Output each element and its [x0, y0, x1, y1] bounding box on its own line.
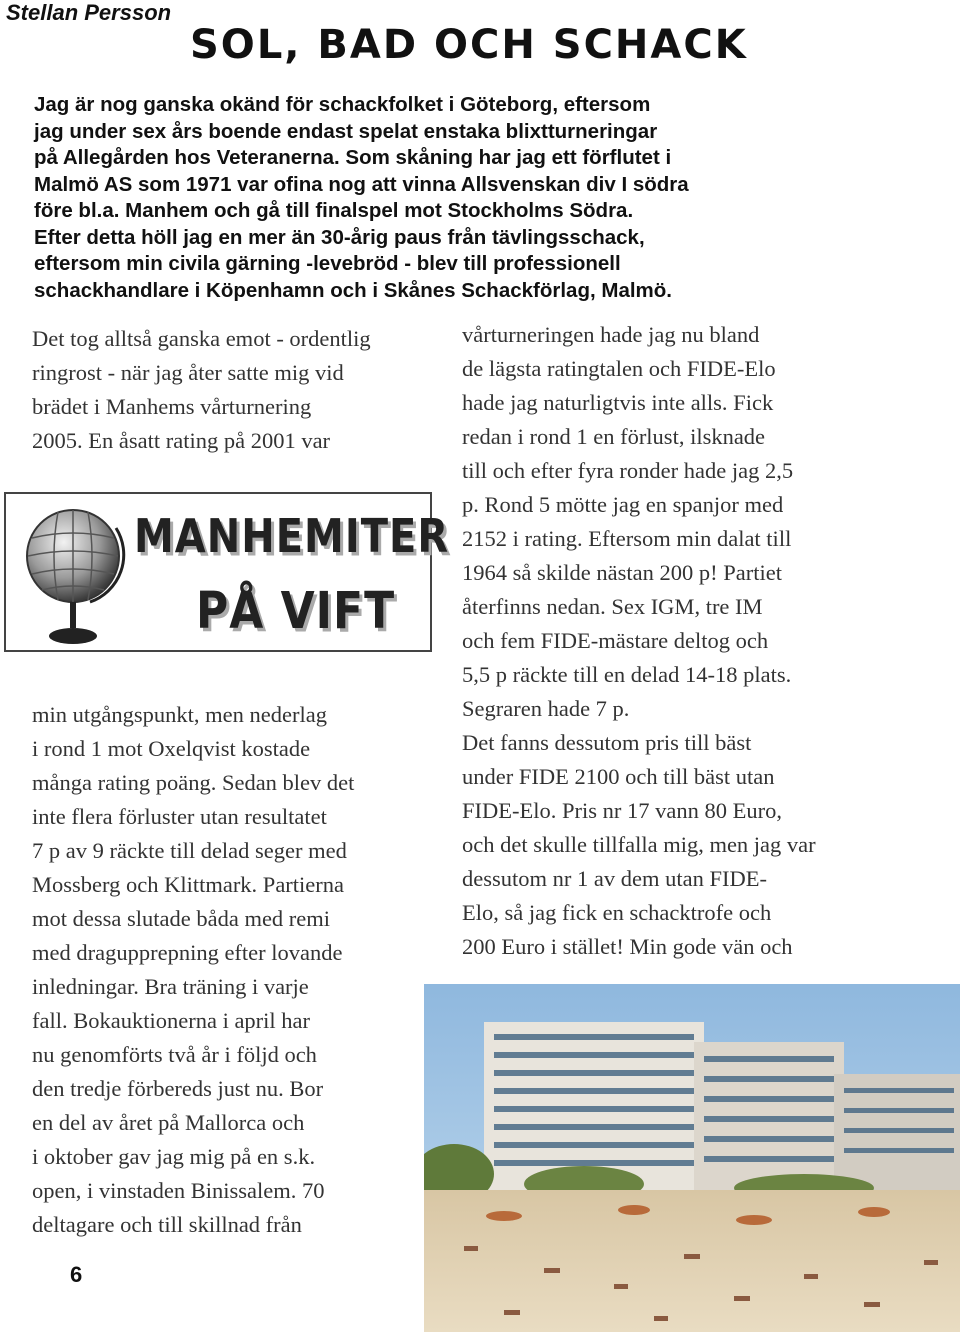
article-title: SOL, BAD OCH SCHACK [190, 22, 748, 68]
text-line: mot dessa slutade båda med remi [32, 906, 331, 931]
text-line: nu genomförts två år i följd och [32, 1042, 317, 1067]
text-line: 200 Euro i stället! Min gode vän och [462, 934, 793, 959]
text-line: en del av året på Mallorca och [32, 1110, 305, 1135]
text-line: inte flera förluster utan resultatet [32, 804, 327, 829]
text-line: Det tog alltså ganska emot - ordentlig [32, 326, 371, 351]
text-line: Segraren hade 7 p. [462, 696, 630, 721]
intro-line: jag under sex års boende endast spelat enstaka blixtturneringar [34, 119, 658, 143]
text-line: 1964 så skilde nästan 200 p! Partiet [462, 560, 782, 585]
text-line: open, i vinstaden Binissalem. 70 [32, 1178, 325, 1203]
text-line: de lägsta ratingtalen och FIDE-Elo [462, 356, 776, 381]
text-line: med dragupprepning efter lovande [32, 940, 343, 965]
intro-line: Jag är nog ganska okänd för schackfolket i Göteborg, eftersom [34, 93, 651, 116]
banner-line-1: MANHEMITER [134, 510, 450, 564]
left-column-middle [32, 698, 436, 970]
beach-hotel-photo [424, 984, 960, 1332]
text-line: FIDE-Elo. Pris nr 17 vann 80 Euro, [462, 798, 782, 823]
intro-line: Efter detta höll jag en mer än 30-årig paus från tävlingsschack, [34, 225, 645, 249]
text-line: många rating poäng. Sedan blev det [32, 770, 355, 795]
text-line: p. Rond 5 mötte jag en spanjor med [462, 492, 784, 517]
text-line: den tredje förbereds just nu. Bor [32, 1076, 324, 1101]
intro-line: på Allegården hos Veteranerna. Som skåning har jag ett förflutet i [34, 146, 672, 169]
intro-line: Malmö AS som 1971 var ofina nog att vinna Allsvenskan div I södra [34, 172, 689, 196]
banner-line-2: PÅ VIFT [196, 582, 396, 641]
text-line: vårturneringen hade jag nu bland [462, 322, 760, 347]
text-line: brädet i Manhems vårturnering [32, 394, 312, 419]
text-line: till och efter fyra ronder hade jag 2,5 [462, 458, 794, 483]
text-line: Mossberg och Klittmark. Partierna [32, 872, 345, 897]
text-line: i rond 1 mot Oxelqvist kostade [32, 736, 311, 761]
text-line: dessutom nr 1 av dem utan FIDE- [462, 866, 767, 891]
text-line: fall. Bokauktionerna i april har [32, 1008, 311, 1033]
beach-photo-image [424, 984, 960, 1332]
text-line: redan i rond 1 en förlust, ilsknade [462, 424, 766, 449]
text-line: 7 p av 9 räckte till delad seger med [32, 838, 347, 863]
text-line: Det fanns dessutom pris till bäst [462, 730, 752, 755]
author-name: Stellan Persson [6, 0, 172, 25]
text-line: 2152 i rating. Eftersom min dalat till [462, 526, 792, 551]
text-line: hade jag naturligtvis inte alls. Fick [462, 390, 774, 415]
page-number: 6 [70, 1262, 83, 1287]
intro-paragraph [34, 92, 870, 304]
intro-line: före bl.a. Manhem och gå till finalspel mot Stockholms Södra. [34, 199, 634, 222]
left-column-top [32, 322, 436, 458]
text-line: under FIDE 2100 och till bäst utan [462, 764, 775, 789]
text-line: och det skulle tillfalla mig, men jag var [462, 832, 816, 857]
text-line: inledningar. Bra träning i varje [32, 974, 309, 999]
text-line: min utgångspunkt, men nederlag [32, 702, 327, 727]
left-column-bottom [32, 970, 400, 1242]
globe-icon [20, 498, 126, 648]
text-line: ringrost - när jag åter satte mig vid [32, 360, 344, 385]
text-line: 2005. En åsatt rating på 2001 var [32, 428, 331, 453]
text-line: deltagare och till skillnad från [32, 1212, 302, 1237]
text-line: återfinns nedan. Sex IGM, tre IM [462, 594, 763, 619]
text-line: och fem FIDE-mästare deltog och [462, 628, 769, 653]
text-line: Elo, så jag fick en schacktrofe och [462, 900, 772, 925]
text-line: i oktober gav jag mig på en s.k. [32, 1144, 316, 1169]
manhemiter-banner [4, 492, 450, 652]
text-line: 5,5 p räckte till en delad 14-18 plats. [462, 662, 792, 687]
intro-line: schackhandlare i Köpenhamn och i Skånes Schackförlag, Malmö. [34, 278, 672, 302]
right-column [462, 318, 868, 964]
intro-line: eftersom min civila gärning -levebröd - blev till professionell [34, 252, 621, 275]
